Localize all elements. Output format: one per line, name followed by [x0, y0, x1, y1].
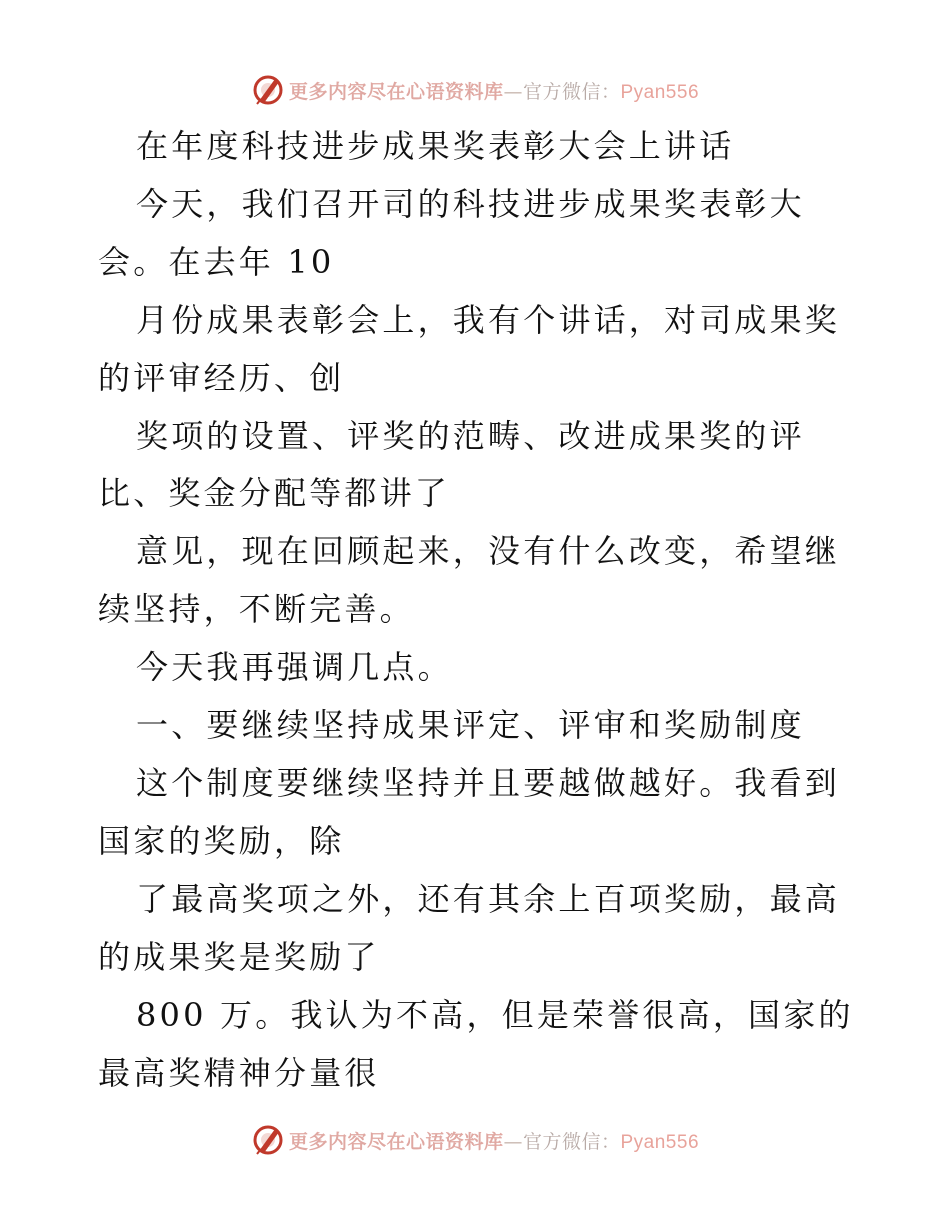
watermark-text: [289, 77, 699, 104]
footer-watermark: [0, 1120, 950, 1160]
watermark-wechat-id: Pyan556: [620, 81, 700, 103]
watermark-wechat-label: 官方微信：: [522, 1130, 621, 1153]
quill-pen-logo-icon: [251, 1123, 285, 1157]
paragraph: 奖项的设置、评奖的范畴、改进成果奖的评比、奖金分配等都讲了: [98, 416, 805, 513]
paragraph: 意见，现在回顾起来，没有什么改变，希望继续坚持，不断完善。: [98, 532, 841, 629]
header-watermark: [0, 70, 950, 110]
paragraph: 这个制度要继续坚持并且要越做越好。我看到国家的奖励，除: [98, 763, 841, 860]
watermark-dash: —: [503, 1130, 523, 1153]
paragraph: 800 万。我认为不高，但是荣誉很高，国家的最高奖精神分量很: [98, 995, 854, 1092]
watermark-dash: —: [503, 80, 523, 103]
paragraph: 今天，我们召开司的科技进步成果奖表彰大会。在去年 10: [98, 184, 805, 281]
section-heading: 一、要继续坚持成果评定、评审和奖励制度: [136, 706, 805, 745]
watermark-brand: 更多内容尽在心语资料库: [288, 80, 504, 103]
paragraph: 今天我再强调几点。: [136, 648, 453, 687]
watermark-wechat-label: 官方微信：: [522, 80, 621, 103]
quill-pen-logo-icon: [251, 73, 285, 107]
watermark-wechat-id: Pyan556: [620, 1131, 700, 1153]
paragraph: 了最高奖项之外，还有其余上百项奖励，最高的成果奖是奖励了: [98, 879, 841, 976]
document-title: 在年度科技进步成果奖表彰大会上讲话: [136, 127, 735, 165]
watermark-brand: 更多内容尽在心语资料库: [288, 1130, 504, 1153]
paragraph: 月份成果表彰会上，我有个讲话，对司成果奖的评审经历、创: [98, 300, 841, 397]
watermark-text: [289, 1127, 699, 1154]
document-body: [98, 118, 858, 1102]
